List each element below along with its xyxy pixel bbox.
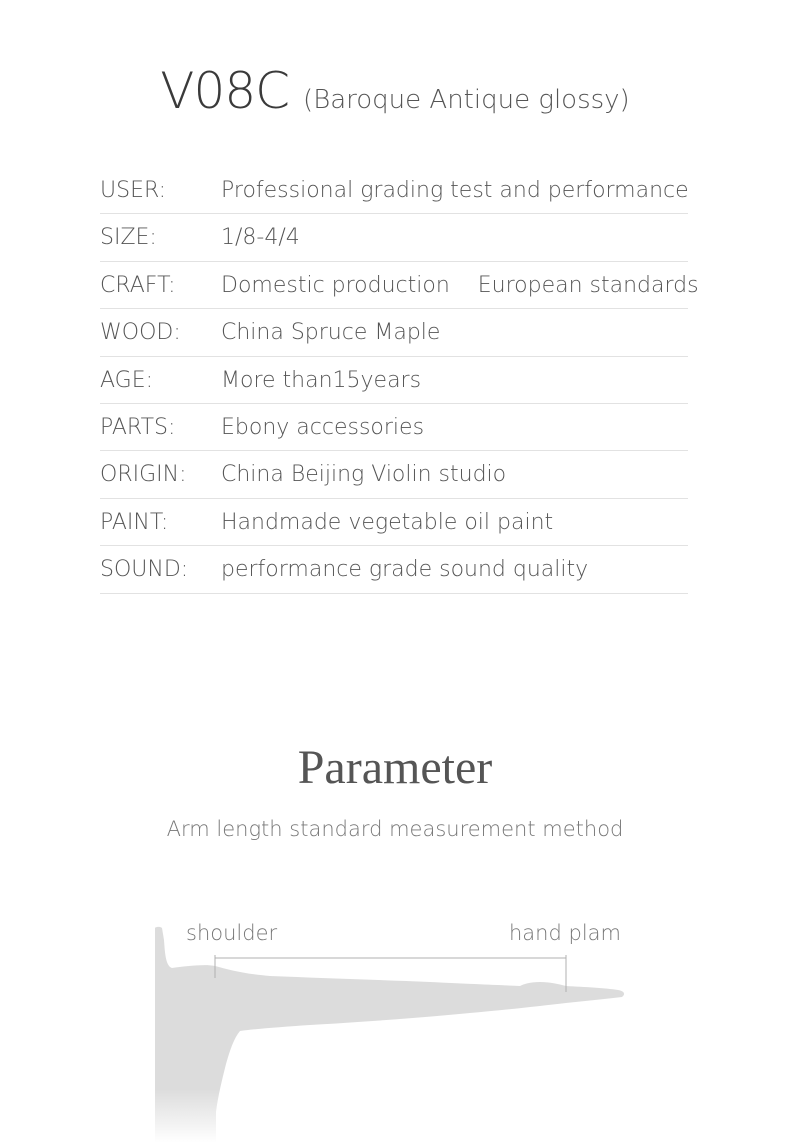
spec-value: China Beijing Violin studio <box>221 462 507 488</box>
spec-value: More than15years <box>221 367 422 393</box>
arm-illustration <box>0 900 790 1143</box>
parameter-subtitle: Arm length standard measurement method <box>166 817 624 841</box>
spec-value: 1/8-4/4 <box>221 225 300 251</box>
spec-row-wood <box>100 309 688 356</box>
shoulder-label: shoulder <box>186 921 278 945</box>
spec-row-sound <box>100 546 688 593</box>
spec-label: USER: <box>100 178 166 203</box>
spec-label: PAINT: <box>100 509 169 535</box>
product-title <box>0 62 790 120</box>
spec-value: China Spruce Maple <box>221 320 441 346</box>
spec-row-user <box>100 167 688 214</box>
spec-table <box>100 167 699 594</box>
arm-measurement-diagram <box>0 900 790 1143</box>
spec-label: WOOD: <box>100 320 181 346</box>
spec-label: ORIGIN: <box>100 462 187 488</box>
spec-row-origin <box>100 451 688 498</box>
spec-label: PARTS: <box>100 414 176 440</box>
spec-value: Handmade vegetable oil paint <box>221 509 554 535</box>
spec-label: CRAFT: <box>100 272 176 298</box>
model-variant: (Baroque Antique glossy) <box>303 85 630 115</box>
spec-row-craft <box>100 262 699 309</box>
spec-value: Professional grading test and performance <box>221 178 689 203</box>
spec-row-parts <box>100 404 688 451</box>
spec-label: SOUND: <box>100 557 189 583</box>
spec-label: AGE: <box>100 367 154 393</box>
spec-label: SIZE: <box>100 225 157 251</box>
spec-value: Domestic production European standards <box>221 272 699 298</box>
arm-silhouette <box>155 927 624 1143</box>
spec-row-size <box>100 214 688 261</box>
spec-row-age <box>100 357 688 404</box>
model-name: V08C <box>160 62 290 120</box>
spec-row-paint <box>100 499 688 546</box>
spec-value: Ebony accessories <box>221 414 425 440</box>
parameter-title: Parameter <box>297 741 493 794</box>
hand-palm-label: hand plam <box>509 921 621 945</box>
spec-value: performance grade sound quality <box>221 557 589 583</box>
